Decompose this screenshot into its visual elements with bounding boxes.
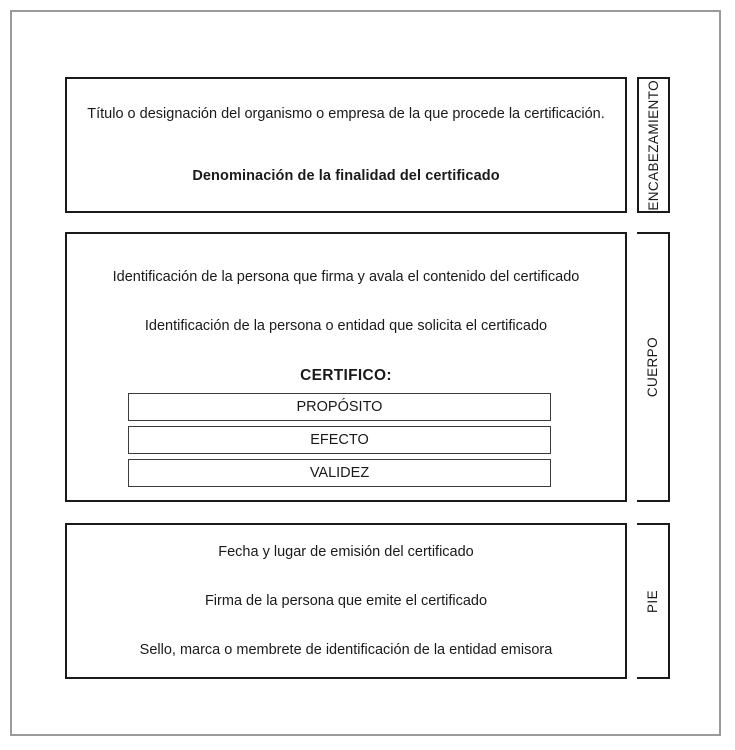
section-encabezamiento	[65, 77, 627, 213]
pie-line-2: Firma de la persona que emite el certificado	[204, 592, 488, 609]
cuerpo-item-validez-label: VALIDEZ	[309, 465, 370, 481]
bracket-pie	[637, 523, 670, 679]
pie-line-1: Fecha y lugar de emisión del certificado	[218, 543, 474, 560]
cuerpo-item-proposito-label: PROPÓSITO	[296, 399, 383, 415]
cuerpo-line-2: Identificación de la persona o entidad que solicita el certificado	[144, 318, 548, 335]
cuerpo-line-1: Identificación de la persona que firma y avala el contenido del certificado	[112, 269, 580, 285]
bracket-cuerpo	[637, 232, 670, 502]
cuerpo-item-proposito	[128, 393, 551, 421]
cuerpo-certifico-heading: CERTIFICO:	[300, 367, 392, 385]
cuerpo-item-efecto-label: EFECTO	[310, 432, 369, 448]
bracket-encabezamiento	[637, 77, 670, 213]
cuerpo-item-validez	[128, 459, 551, 487]
bracket-label-pie: PIE	[645, 589, 660, 613]
section-pie	[65, 523, 627, 679]
document-frame	[10, 10, 721, 736]
bracket-label-encabezamiento: ENCABEZAMIENTO	[646, 79, 661, 211]
pie-line-3: Sello, marca o membrete de identificación de la entidad emisora	[139, 642, 553, 659]
section-cuerpo	[65, 232, 627, 502]
bracket-label-cuerpo: CUERPO	[645, 336, 660, 398]
encabezamiento-line-1: Título o designación del organismo o empresa de la que procede la certificación.	[87, 105, 605, 122]
cuerpo-item-efecto	[128, 426, 551, 454]
encabezamiento-line-2: Denominación de la finalidad del certificado	[192, 168, 500, 184]
